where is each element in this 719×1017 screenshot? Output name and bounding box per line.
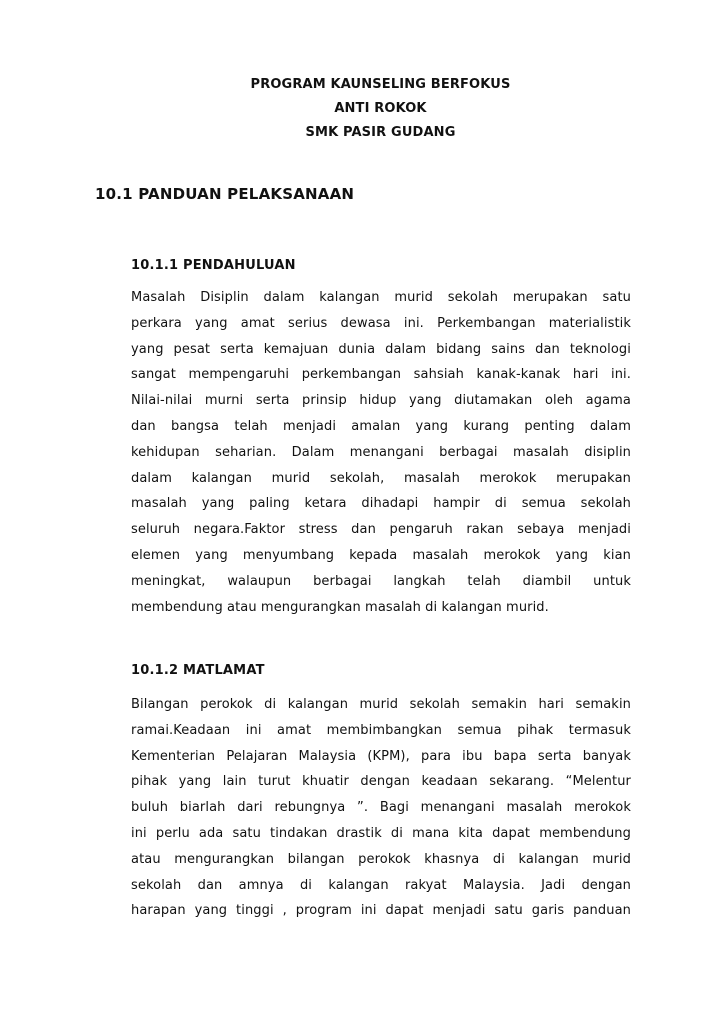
paragraph-line: Nilai-nilai murni serta prinsip hidup yang diutamakan oleh agama xyxy=(131,393,631,409)
paragraph-line: masalah yang paling ketara dihadapi hampir di semua sekolah xyxy=(131,496,631,512)
paragraph-line: ramai.Keadaan ini amat membimbangkan semua pihak termasuk xyxy=(131,722,631,738)
paragraph-line: kehidupan seharian. Dalam menangani berbagai masalah disiplin xyxy=(131,444,631,460)
section-heading: 10.1 PANDUAN PELAKSANAAN xyxy=(95,185,355,203)
paragraph-line: Bilangan perokok di kalangan murid sekolah semakin hari semakin xyxy=(131,697,631,712)
paragraph-line: elemen yang menyumbang kepada masalah merokok yang kian xyxy=(131,547,631,563)
paragraph-line: membendung atau mengurangkan masalah di kalangan murid. xyxy=(131,599,549,615)
paragraph-matlamat xyxy=(131,692,631,924)
paragraph-line: pihak yang lain turut khuatir dengan keadaan sekarang. “Melentur xyxy=(131,774,631,790)
paragraph-line: atau mengurangkan bilangan perokok khasnya di kalangan murid xyxy=(131,851,631,867)
paragraph-line: Kementerian Pelajaran Malaysia (KPM), para ibu bapa serta banyak xyxy=(131,748,631,764)
paragraph-pendahuluan xyxy=(131,285,631,620)
header-title-line-3: SMK PASIR GUDANG xyxy=(305,125,456,140)
document-header xyxy=(0,73,719,145)
paragraph-line: ini perlu ada satu tindakan drastik di mana kita dapat membendung xyxy=(131,825,631,841)
paragraph-line: buluh biarlah dari rebungnya ”. Bagi menangani masalah merokok xyxy=(131,800,631,816)
subsection-heading-matlamat: 10.1.2 MATLAMAT xyxy=(131,663,265,678)
paragraph-line: dalam kalangan murid sekolah, masalah merokok merupakan xyxy=(131,470,631,486)
paragraph-line: sangat mempengaruhi perkembangan sahsiah kanak-kanak hari ini. xyxy=(131,367,631,383)
paragraph-line: perkara yang amat serius dewasa ini. Perkembangan materialistik xyxy=(131,315,631,331)
paragraph-line: sekolah dan amnya di kalangan rakyat Malaysia. Jadi dengan xyxy=(131,877,631,893)
header-title-line-1: PROGRAM KAUNSELING BERFOKUS xyxy=(250,77,511,92)
paragraph-line: meningkat, walaupun berbagai langkah telah diambil untuk xyxy=(131,573,631,589)
paragraph-line: seluruh negara.Faktor stress dan pengaruh rakan sebaya menjadi xyxy=(131,522,631,538)
subsection-heading-pendahuluan: 10.1.1 PENDAHULUAN xyxy=(131,258,296,273)
paragraph-line: dan bangsa telah menjadi amalan yang kurang penting dalam xyxy=(131,418,631,434)
header-title-line-2: ANTI ROKOK xyxy=(334,101,427,116)
paragraph-line: harapan yang tinggi , program ini dapat menjadi satu garis panduan xyxy=(131,903,631,919)
paragraph-line: Masalah Disiplin dalam kalangan murid sekolah merupakan satu xyxy=(131,290,631,305)
paragraph-line: yang pesat serta kemajuan dunia dalam bidang sains dan teknologi xyxy=(131,341,631,357)
